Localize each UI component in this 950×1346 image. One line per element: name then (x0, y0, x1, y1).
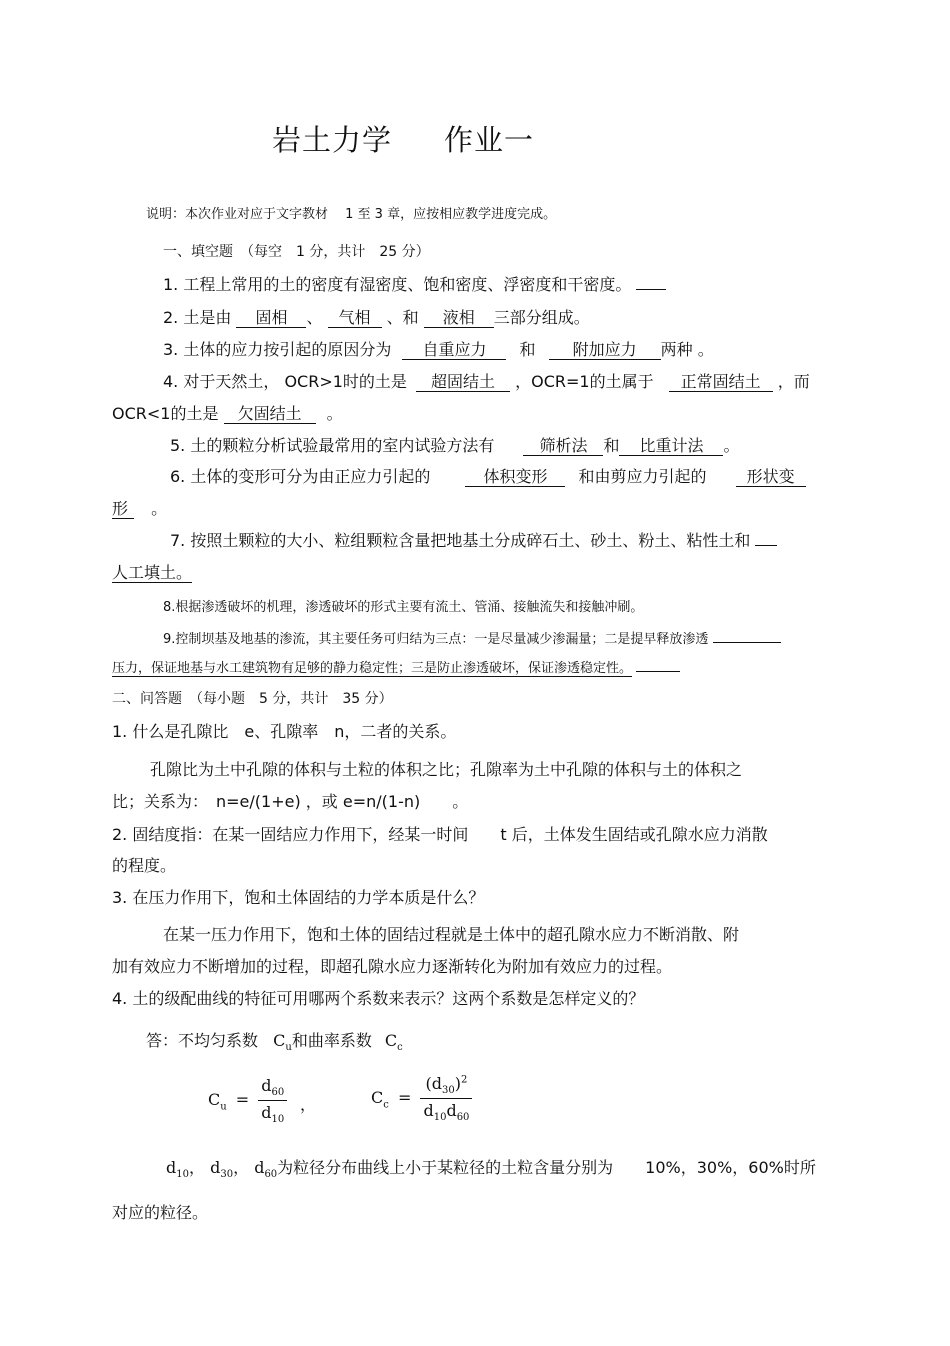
cc-formula (371, 1074, 472, 1123)
qa2-line1: 2. 固结度指：在某一固结应力作用下，经某一时间 t 后，土体发生固结或孔隙水应力消散 (112, 825, 768, 844)
assignment-note: 说明：本次作业对应于文字教材 1 至 3 章，应按相应教学进度完成。 (146, 207, 557, 222)
cu-fraction (258, 1076, 287, 1125)
q2-post: 三部分组成。 (493, 308, 590, 327)
q4-mid: ，OCR=1的土属于 (515, 372, 654, 391)
cc-numerator-sub: 30 (442, 1085, 455, 1097)
q7-line2 (112, 560, 192, 583)
qa3-answer-line1: 在某一压力作用下，饱和土体的固结过程就是土体中的超孔隙水应力不断消散、附 (163, 925, 740, 944)
cu-numerator: d (261, 1076, 272, 1095)
qa3-answer-line2: 加有效应力不断增加的过程，即超孔隙水应力逐渐转化为附加有效应力的过程。 (112, 957, 673, 976)
cc-denominator-1-sub: 10 (433, 1112, 447, 1124)
q5 (170, 433, 739, 456)
q6-line1 (170, 464, 806, 487)
q2-sep1: 、 (306, 308, 323, 327)
q2-sep2: 、和 (386, 308, 419, 327)
cu-formula-left: C (208, 1090, 221, 1110)
q2-answer-1: 固相 (236, 309, 306, 328)
q3-mid: 和 (519, 340, 536, 359)
cc-numerator: (d (425, 1074, 442, 1093)
cc-symbol: C (384, 1031, 398, 1050)
q3 (163, 337, 714, 360)
q2-answer-3: 液相 (424, 309, 494, 328)
qa4-answer-pre: 答：不均匀系数 (146, 1031, 259, 1050)
cc-formula-left: C (371, 1088, 384, 1108)
def-d10-sub: 10 (176, 1169, 189, 1181)
q9-line1 (163, 628, 781, 647)
qa2-line2: 的程度。 (112, 856, 177, 875)
q6-answer-2: 形状变 (736, 468, 806, 487)
def-d10: d (166, 1158, 177, 1177)
def-sep1: ， (188, 1158, 205, 1177)
q8: 8.根据渗透破坏的机理，渗透破坏的形式主要有流土、管涌、接触流失和接触冲刷。 (163, 600, 644, 615)
cc-subscript: c (397, 1042, 403, 1054)
q3-post: 两种 。 (660, 340, 714, 359)
cu-formula (208, 1076, 287, 1125)
q4-answer-1: 超固结土 (416, 373, 510, 392)
q2 (163, 305, 590, 328)
q9-line1-text: 9.控制坝基及地基的渗流，其主要任务可归结为三点：一是尽量减少渗漏量；二是提早释放渗透 (163, 632, 709, 647)
cu-symbol: C (273, 1031, 286, 1050)
q7-line2-text: 人工填土。 (112, 563, 193, 582)
cc-numerator-close: ) (454, 1074, 461, 1093)
q1 (163, 272, 666, 295)
qa1-answer-line2: 比；关系为： n=e/(1+e) ，或 e=n/(1-n) 。 (112, 792, 469, 811)
q7-line1 (170, 528, 777, 551)
def-d30: d (210, 1158, 221, 1177)
q6-post: 。 (151, 499, 168, 518)
q2-pre: 2. 土是由 (163, 308, 232, 327)
cu-formula-left-sub: u (220, 1101, 227, 1113)
q6-answer-2-cont: 形 (112, 500, 134, 519)
q5-answer-1: 筛析法 (523, 437, 603, 456)
cu-numerator-sub: 60 (271, 1087, 285, 1099)
q4-pre: 4. 对于天然土， OCR>1时的土是 (163, 372, 407, 391)
cc-denominator-1: d (423, 1101, 434, 1121)
title-part1: 岩土力学 (272, 123, 393, 157)
q5-answer-2: 比重计法 (619, 437, 723, 456)
cc-numerator-sup: 2 (460, 1074, 468, 1086)
def-d60-sub: 60 (264, 1169, 278, 1181)
q5-pre: 5. 土的颗粒分析试验最常用的室内试验方法有 (170, 436, 495, 455)
formula-comma: ， (300, 1095, 317, 1114)
q4-answer-3: 欠固结土 (224, 405, 316, 424)
q5-post: 。 (723, 436, 740, 455)
page-title (272, 118, 534, 159)
q4-line2-post: 。 (326, 404, 343, 423)
qa4-answer-mid: 和曲率系数 (291, 1031, 372, 1050)
cc-formula-eq: = (397, 1088, 412, 1108)
q5-mid: 和 (603, 436, 620, 455)
qa1-question: 1. 什么是孔隙比 e、孔隙率 n，二者的关系。 (112, 722, 457, 741)
q4-line2 (112, 401, 343, 424)
section1-heading: 一、填空题 （每空 1 分，共计 25 分） (163, 244, 430, 260)
def-sep2: ， (233, 1158, 250, 1177)
qa3-question: 3. 在压力作用下，饱和土体固结的力学本质是什么？ (112, 888, 485, 907)
q2-answer-2: 气相 (328, 309, 382, 328)
title-part2: 作业一 (444, 123, 535, 157)
def-d60: d (254, 1158, 265, 1177)
cc-fraction (420, 1074, 472, 1123)
q6-mid: 和由剪应力引起的 (578, 467, 707, 486)
q4-answer-2: 正常固结土 (669, 373, 773, 392)
q6-line2 (112, 496, 167, 519)
section2-heading: 二、问答题 （每小题 5 分，共计 35 分） (112, 691, 393, 707)
cc-formula-left-sub: c (383, 1099, 389, 1111)
q3-answer-2: 附加应力 (549, 341, 661, 360)
cc-denominator-2: d (446, 1101, 457, 1121)
q9-line2 (112, 657, 680, 676)
def-text: 为粒径分布曲线上小于某粒径的土粒含量分别为 10%，30%，60%时所 (277, 1158, 816, 1177)
q6-pre: 6. 土体的变形可分为由正应力引起的 (170, 467, 431, 486)
q3-pre: 3. 土体的应力按引起的原因分为 (163, 340, 392, 359)
q7-line1-text: 7. 按照土颗粒的大小、粒组颗粒含量把地基土分成碎石土、砂土、粉土、粘性土和 (170, 531, 751, 550)
cu-formula-eq: = (235, 1090, 250, 1110)
def-d30-sub: 30 (220, 1169, 234, 1181)
cu-denominator-sub: 10 (271, 1114, 285, 1126)
q6-answer-1: 体积变形 (465, 468, 565, 487)
cu-denominator: d (261, 1103, 272, 1123)
cu-subscript: u (285, 1042, 292, 1054)
qa4-definition-line1 (166, 1155, 816, 1180)
qa1-answer-line1: 孔隙比为土中孔隙的体积与土粒的体积之比；孔隙率为土中孔隙的体积与土的体积之 (150, 760, 743, 779)
q4-line2-pre: OCR<1的土是 (112, 404, 219, 423)
q9-line2-text: 压力，保证地基与水工建筑物有足够的静力稳定性；三是防止渗透破坏，保证渗透稳定性。 (112, 661, 633, 676)
qa4-question: 4. 土的级配曲线的特征可用哪两个系数来表示？这两个系数是怎样定义的？ (112, 989, 645, 1008)
q4-line1 (163, 369, 810, 392)
qa4-answer (146, 1028, 403, 1053)
q4-post: ，而 (777, 372, 810, 391)
q1-text: 1. 工程上常用的土的密度有湿密度、饱和密度、浮密度和干密度。 (163, 275, 632, 294)
cc-denominator-2-sub: 60 (456, 1112, 470, 1124)
qa4-definition-line2: 对应的粒径。 (112, 1203, 209, 1222)
q3-answer-1: 自重应力 (402, 341, 506, 360)
